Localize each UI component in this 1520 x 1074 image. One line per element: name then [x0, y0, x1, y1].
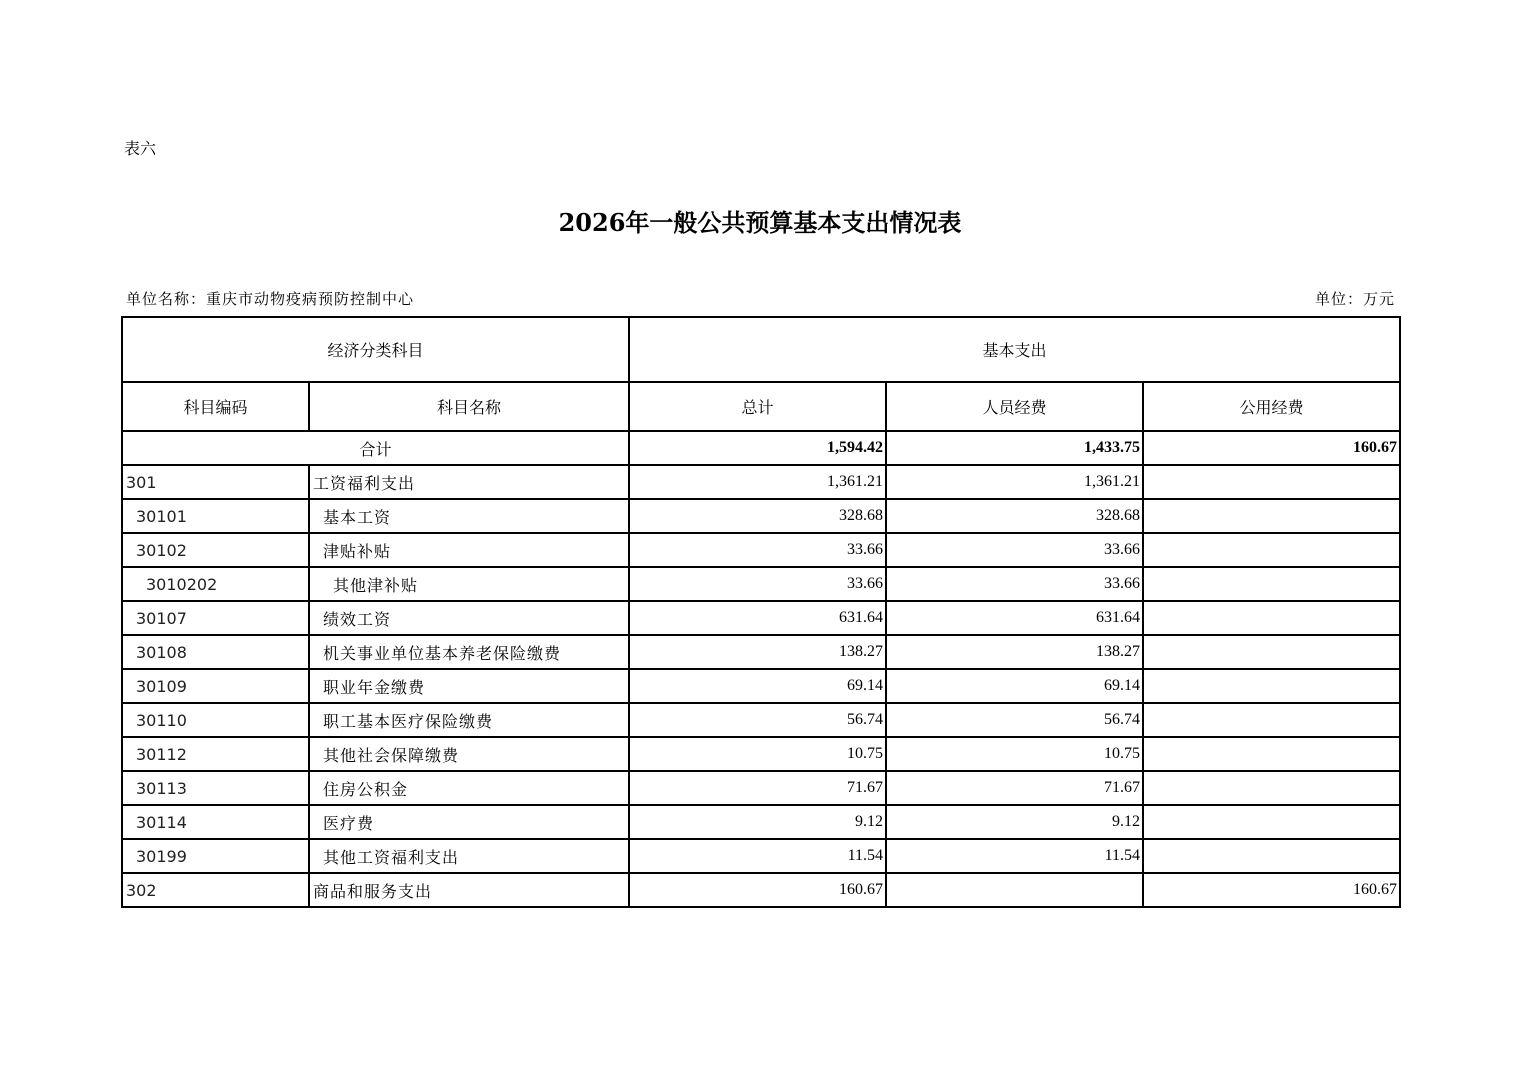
row-name: 职业年金缴费	[309, 669, 629, 703]
total-label: 合计	[122, 431, 629, 465]
total-total: 1,594.42	[629, 431, 886, 465]
table-row	[122, 669, 1400, 703]
table-row	[122, 703, 1400, 737]
row-public	[1143, 805, 1400, 839]
row-code: 301	[122, 465, 309, 499]
row-personnel: 631.64	[886, 601, 1143, 635]
row-personnel: 138.27	[886, 635, 1143, 669]
row-personnel: 56.74	[886, 703, 1143, 737]
header-row-group	[122, 317, 1400, 382]
table-row	[122, 567, 1400, 601]
row-name: 其他社会保障缴费	[309, 737, 629, 771]
row-total: 33.66	[629, 567, 886, 601]
table-row	[122, 771, 1400, 805]
row-public	[1143, 635, 1400, 669]
budget-table	[121, 316, 1401, 908]
total-public: 160.67	[1143, 431, 1400, 465]
row-name: 职工基本医疗保险缴费	[309, 703, 629, 737]
header-personnel: 人员经费	[886, 382, 1143, 431]
row-personnel: 328.68	[886, 499, 1143, 533]
row-name: 商品和服务支出	[309, 873, 629, 907]
row-public	[1143, 567, 1400, 601]
row-total: 71.67	[629, 771, 886, 805]
table-row	[122, 635, 1400, 669]
header-basic-expenditure: 基本支出	[629, 317, 1400, 382]
unit-label: 单位：万元	[1314, 290, 1395, 308]
row-total: 10.75	[629, 737, 886, 771]
unit-name: 单位名称：重庆市动物疫病预防控制中心	[126, 290, 415, 308]
row-name: 工资福利支出	[309, 465, 629, 499]
header-economic-category: 经济分类科目	[122, 317, 629, 382]
row-public	[1143, 669, 1400, 703]
row-personnel: 10.75	[886, 737, 1143, 771]
row-code: 30110	[122, 703, 309, 737]
row-personnel: 69.14	[886, 669, 1143, 703]
row-public	[1143, 771, 1400, 805]
row-personnel: 11.54	[886, 839, 1143, 873]
row-name: 津贴补贴	[309, 533, 629, 567]
row-public	[1143, 703, 1400, 737]
header-row-columns	[122, 382, 1400, 431]
row-total: 33.66	[629, 533, 886, 567]
row-name: 住房公积金	[309, 771, 629, 805]
row-code: 30114	[122, 805, 309, 839]
row-public	[1143, 737, 1400, 771]
row-total: 69.14	[629, 669, 886, 703]
row-name: 其他津补贴	[309, 567, 629, 601]
row-total: 138.27	[629, 635, 886, 669]
header-code: 科目编码	[122, 382, 309, 431]
row-personnel: 33.66	[886, 533, 1143, 567]
row-code: 30112	[122, 737, 309, 771]
row-name: 其他工资福利支出	[309, 839, 629, 873]
table-row	[122, 533, 1400, 567]
page-title: 2026年一般公共预算基本支出情况表	[558, 208, 962, 237]
table-row	[122, 805, 1400, 839]
row-public	[1143, 465, 1400, 499]
row-total: 11.54	[629, 839, 886, 873]
total-personnel: 1,433.75	[886, 431, 1143, 465]
row-code: 30101	[122, 499, 309, 533]
row-code: 30108	[122, 635, 309, 669]
row-public	[1143, 499, 1400, 533]
header-total: 总计	[629, 382, 886, 431]
row-name: 绩效工资	[309, 601, 629, 635]
row-total: 56.74	[629, 703, 886, 737]
row-personnel: 9.12	[886, 805, 1143, 839]
table-row	[122, 737, 1400, 771]
header-name: 科目名称	[309, 382, 629, 431]
row-code: 30102	[122, 533, 309, 567]
row-name: 基本工资	[309, 499, 629, 533]
table-row	[122, 839, 1400, 873]
row-code: 30199	[122, 839, 309, 873]
row-public	[1143, 533, 1400, 567]
row-personnel: 1,361.21	[886, 465, 1143, 499]
table-row	[122, 601, 1400, 635]
row-public	[1143, 839, 1400, 873]
table-row	[122, 499, 1400, 533]
row-total: 328.68	[629, 499, 886, 533]
row-public: 160.67	[1143, 873, 1400, 907]
sheet-label: 表六	[124, 139, 157, 158]
row-personnel	[886, 873, 1143, 907]
row-public	[1143, 601, 1400, 635]
header-public: 公用经费	[1143, 382, 1400, 431]
row-total: 1,361.21	[629, 465, 886, 499]
row-total: 9.12	[629, 805, 886, 839]
row-total: 631.64	[629, 601, 886, 635]
row-code: 30113	[122, 771, 309, 805]
row-personnel: 33.66	[886, 567, 1143, 601]
row-code: 30107	[122, 601, 309, 635]
row-personnel: 71.67	[886, 771, 1143, 805]
table-row	[122, 873, 1400, 907]
row-code: 302	[122, 873, 309, 907]
total-row	[122, 431, 1400, 465]
table-row	[122, 465, 1400, 499]
row-code: 3010202	[122, 567, 309, 601]
row-name: 医疗费	[309, 805, 629, 839]
row-code: 30109	[122, 669, 309, 703]
row-name: 机关事业单位基本养老保险缴费	[309, 635, 629, 669]
row-total: 160.67	[629, 873, 886, 907]
